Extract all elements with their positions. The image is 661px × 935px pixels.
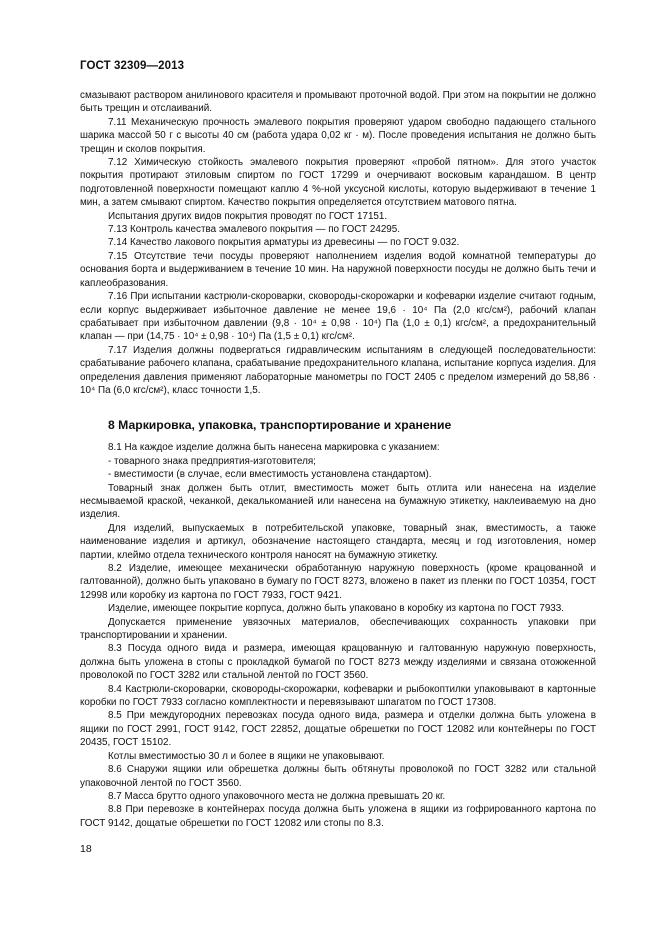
paragraph: Изделие, имеющее покрытие корпуса, должно быть упаковано в коробку из картона по ГОСТ 7933.: [108, 603, 565, 615]
paragraph: 7.13 Контроль качества эмалевого покрытия — по ГОСТ 24295.: [108, 224, 401, 236]
paragraph: 8.4 Кастрюли-скороварки, сковороды-скорожарки, кофеварки и рыбокоптилки упаковывают в картонные коробки по ГОСТ 7933 согласно комплектности и перевязывают шпагатом по ГОСТ 17308.: [80, 683, 596, 709]
section-heading: 8 Маркировка, упаковка, транспортирование и хранение: [108, 418, 452, 433]
document-header: ГОСТ 32309—2013: [80, 60, 185, 72]
section-7-continuation: [80, 89, 596, 397]
page-number: 18: [80, 843, 92, 855]
paragraph: 8.5 При междугородних перевозках посуда одного вида, размера и отделки должна быть уложена в ящики по ГОСТ 2991, ГОСТ 9142, ГОСТ 22852, дощатые обрешетки по ГОСТ 12082 или контейнеры по ГОСТ 20435, ГОСТ 15102.: [80, 710, 596, 749]
paragraph: 8.3 Посуда одного вида и размера, имеющая крацованную и галтованную наружную поверхность, должна быть уложена в стопы с прокладкой бумагой по ГОСТ 8273 между изделиями и связана отожженной проволокой по ГОСТ 3282 или стальной лентой по ГОСТ 3560.: [80, 643, 596, 682]
document-body: [80, 89, 596, 830]
paragraph: Котлы вместимостью 30 л и более в ящики не упаковывают.: [108, 750, 385, 762]
paragraph: Товарный знак должен быть отлит, вместимость может быть отлита или нанесена на изделие несмываемой краской, чеканкой, декалькоманией или нанесена на бумажную этикетку, наклеиваемую на дно изделия.: [80, 482, 596, 521]
paragraph: 7.14 Качество лакового покрытия арматуры из древесины — по ГОСТ 9.032.: [108, 237, 460, 249]
paragraph: Для изделий, выпускаемых в потребительской упаковке, товарный знак, вместимость, а также наименование изделия и артикул, обозначение настоящего стандарта, месяц и год изготовления, номер партии, клеймо отдела технического контроля наносят на бумажную этикетку.: [80, 522, 596, 561]
paragraph: 8.7 Масса брутто одного упаковочного места не должна превышать 20 кг.: [108, 790, 446, 802]
paragraph: 7.11 Механическую прочность эмалевого покрытия проверяют ударом свободно падающего стального шарика массой 50 г с высоты 40 см (работа удара 0,02 кг · м). После проведения испытания не должно быть трещин и сколов покрытия.: [80, 116, 596, 155]
paragraph: 8.8 При перевозке в контейнерах посуда должна быть уложена в ящики из гофрированного картона по ГОСТ 9142, дощатые обрешетки по ГОСТ 12082 или стопы по 8.3.: [80, 804, 596, 829]
paragraph: 7.17 Изделия должны подвергаться гидравлическим испытаниям в следующей последовательности: срабатывание рабочего клапана, срабатывание предохранительного клапана, испытание корпуса изделия. Для определения давления применяют лабораторные манометры по ГОСТ 2405 с пределом измерений до 58,86 · 10⁴ Па (6,0 кгс/см²), класс точности 1,5.: [80, 344, 596, 396]
paragraph: 8.1 На каждое изделие должна быть нанесена маркировка с указанием:: [108, 442, 440, 454]
paragraph: 7.16 При испытании кастрюли-скороварки, сковороды-скорожарки и кофеварки изделие считают годным, если корпус выдерживает избыточное давление не менее 19,6 · 10⁴ Па (2,0 кгс/см²), рабочий клапан срабатывает при избыточном давлении (9,8 · 10⁴ ± 0,98 · 10⁴) Па (1,0 ± 0,1) кгс/см², а предохранительный клапан — при (14,75 · 10⁴ ± 0,98 · 10⁴) Па (1,5 ± 0,1) кгс/см².: [80, 291, 596, 343]
paragraph: смазывают раствором анилинового красителя и промывают проточной водой. При этом на покрытии не должно быть трещин и отслаиваний.: [80, 90, 596, 115]
paragraph: 8.2 Изделие, имеющее механически обработанную наружную поверхность (кроме крацованной и галтованной), должно быть упаковано в бумагу по ГОСТ 8273, вложено в пакет из пленки по ГОСТ 10354, ГОСТ 12998 или коробку из картона по ГОСТ 7933, ГОСТ 9421.: [80, 563, 596, 601]
paragraph: 8.6 Снаружи ящики или обрешетка должны быть обтянуты проволокой по ГОСТ 3282 или стальной упаковочной лентой по ГОСТ 3560.: [80, 764, 596, 789]
paragraph: Испытания других видов покрытия проводят по ГОСТ 17151.: [108, 210, 388, 222]
section-8-body: [80, 441, 596, 830]
paragraph: - вместимости (в случае, если вместимость установлена стандартом).: [108, 469, 432, 481]
paragraph: - товарного знака предприятия-изготовителя;: [108, 455, 316, 467]
paragraph: 7.12 Химическую стойкость эмалевого покрытия проверяют «пробой пятном». Для этого участок покрытия протирают этиловым спиртом по ГОСТ 17299 и очерчивают восковым карандашом. В центр подготовленной поверхности помещают каплю 4 %-ной уксусной кислоты, которую выдерживают в течение 1 мин, а затем смывают спиртом. Качество покрытия определяется отсутствием матового пятна.: [80, 157, 596, 209]
paragraph: Допускается применение увязочных материалов, обеспечивающих сохранность упаковки при транспортировании и хранении.: [80, 616, 596, 642]
paragraph: 7.15 Отсутствие течи посуды проверяют наполнением изделия водой комнатной температуры до основания борта и выдерживанием в течение 10 мин. На наружной поверхности посуды не должно быть течи и каплеобразования.: [80, 250, 596, 289]
